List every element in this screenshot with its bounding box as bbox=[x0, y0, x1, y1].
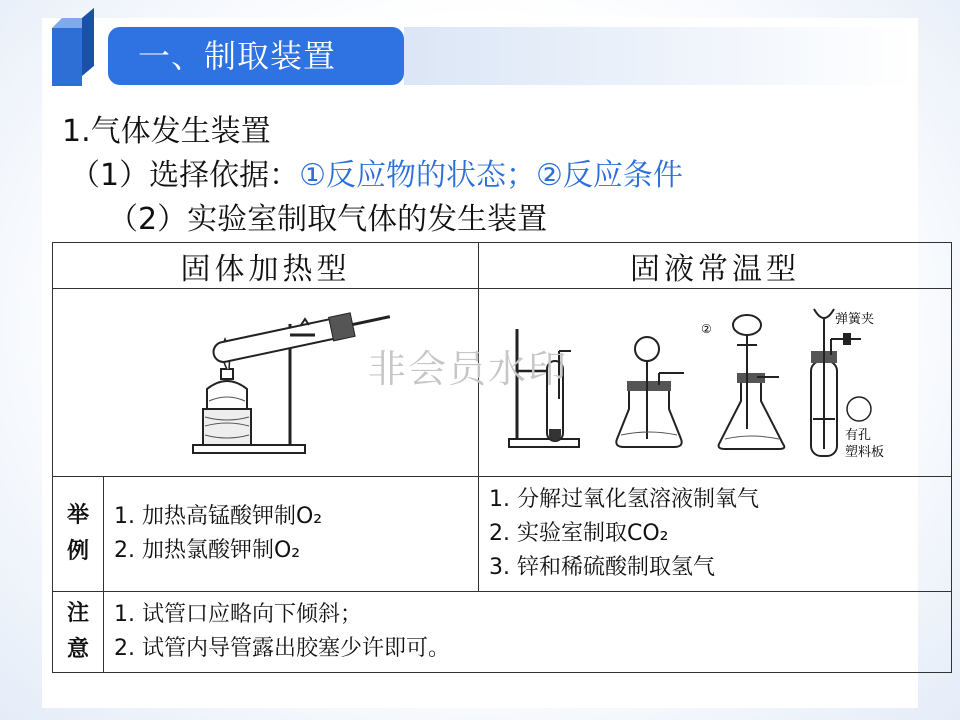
label-perforated-plate-1: 有孔 bbox=[845, 428, 872, 443]
header-solid-liquid: 固液常温型 bbox=[479, 243, 952, 289]
label-spring-clip: 弹簧夹 bbox=[835, 312, 875, 327]
list-item: 2. 试管内导管露出胶塞少许即可。 bbox=[114, 636, 450, 661]
header-solid-heating: 固体加热型 bbox=[53, 243, 479, 289]
notes bbox=[104, 592, 952, 673]
selection-basis-criteria: ①反应物的状态；②反应条件 bbox=[299, 158, 683, 193]
cube-decoration-side bbox=[82, 8, 94, 76]
solid-heating-examples bbox=[104, 477, 479, 592]
list-item: 1. 试管口应略向下倾斜； bbox=[114, 602, 362, 627]
selection-basis-label: （1）选择依据： bbox=[70, 158, 300, 193]
list-item: 1. 分解过氧化氢溶液制氧气 bbox=[489, 487, 759, 512]
subheading-lab-apparatus: （2）实验室制取气体的发生装置 bbox=[108, 202, 548, 237]
note-label: 注 意 bbox=[53, 592, 104, 673]
cube-decoration bbox=[52, 28, 82, 86]
list-item: 1. 加热高锰酸钾制O₂ bbox=[114, 504, 323, 529]
subheading-gas-generator: 1.气体发生装置 bbox=[62, 114, 271, 149]
section-title: 一、制取装置 bbox=[108, 27, 404, 85]
list-item: 2. 加热氯酸钾制O₂ bbox=[114, 538, 301, 563]
title-bar-gradient bbox=[404, 27, 916, 85]
apparatus-table bbox=[52, 242, 952, 673]
solid-liquid-examples bbox=[479, 477, 952, 592]
label-circle-two: ② bbox=[701, 322, 712, 336]
example-label: 举 例 bbox=[53, 477, 104, 592]
selection-basis bbox=[70, 150, 683, 194]
label-perforated-plate-2: 塑料板 bbox=[845, 445, 885, 460]
watermark: 非会员水印 bbox=[368, 347, 569, 391]
list-item: 2. 实验室制取CO₂ bbox=[489, 521, 669, 546]
list-item: 3. 锌和稀硫酸制取氢气 bbox=[489, 555, 715, 580]
